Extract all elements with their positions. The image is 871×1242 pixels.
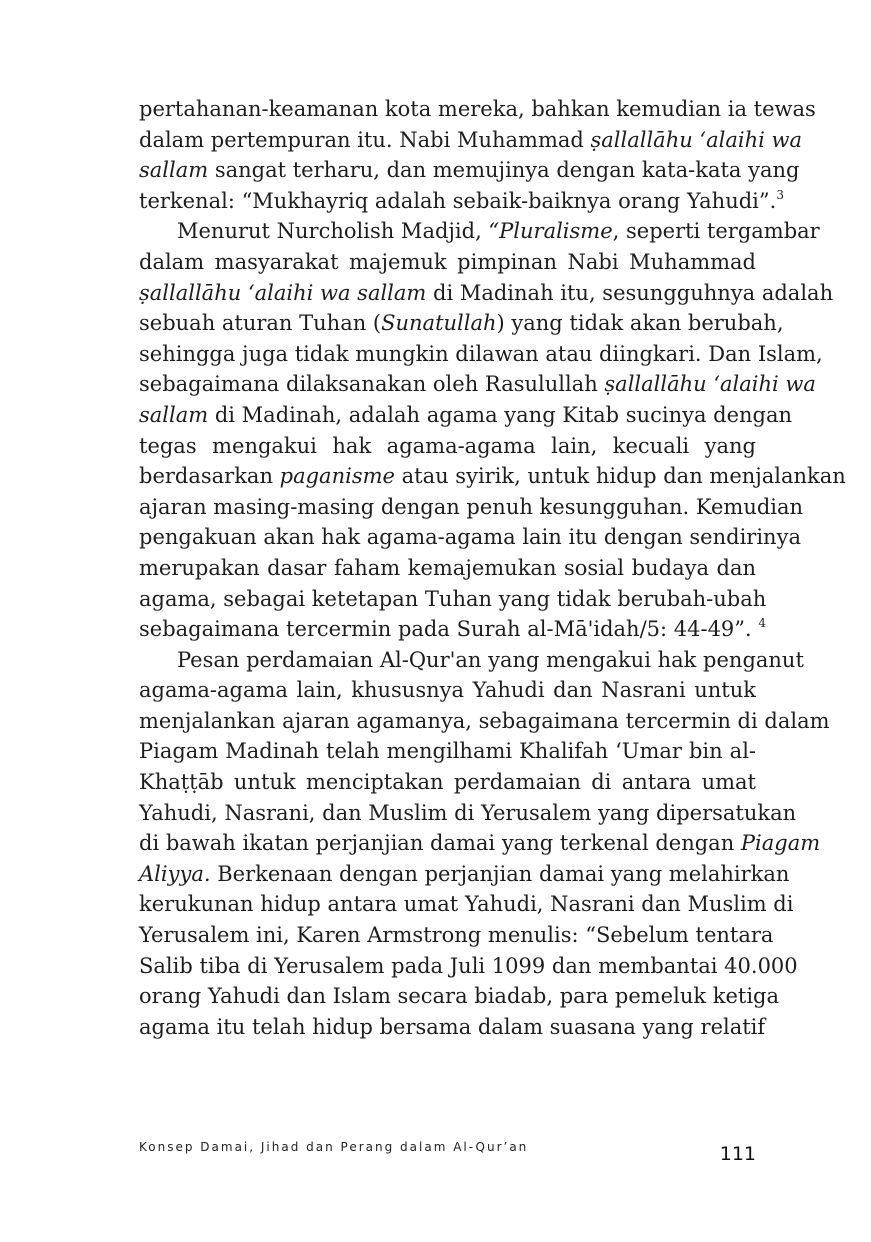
text-line [139, 553, 756, 584]
page-number: 111 [719, 1143, 756, 1165]
text-segment: Sunatullah [381, 311, 497, 336]
text-line [139, 461, 846, 492]
text-segment: Pesan perdamaian Al-Qur'an yang mengakui hak penganut [177, 647, 804, 672]
text-line [139, 155, 800, 186]
footnote-ref: 4 [758, 616, 767, 631]
footnote-ref: 3 [776, 187, 784, 202]
text-segment: atau syirik, untuk hidup dan menjalankan [394, 464, 846, 489]
text-segment: Yerusalem ini, Karen Armstrong menulis: “Sebelum tentara [139, 923, 774, 948]
text-line [139, 431, 756, 462]
text-segment: pertahanan-keamanan kota mereka, bahkan kemudian ia tewas [139, 97, 816, 121]
text-line [139, 339, 823, 370]
text-segment: di Madinah itu, sesungguhnya adalah [426, 280, 834, 305]
text-segment: ṣallallāhu ʻalaihi wa sallam [139, 280, 427, 305]
text-segment: sebagaimana dilaksanakan oleh Rasulullah [139, 372, 605, 397]
text-segment: Yahudi, Nasrani, dan Muslim di Yerusalem yang dipersatukan [139, 800, 797, 825]
running-footer-title: Konsep Damai, Jihad dan Perang dalam Al-Qur’an [139, 1140, 529, 1154]
text-line [139, 981, 780, 1012]
text-line [139, 216, 820, 247]
text-line [139, 186, 784, 217]
paragraph [139, 94, 816, 216]
text-line [139, 798, 797, 829]
text-line [139, 645, 804, 676]
text-segment: , seperti tergambar [612, 219, 820, 244]
text-line [139, 278, 834, 309]
text-segment: sallam [139, 158, 209, 183]
text-line [139, 369, 816, 400]
text-segment: agama-agama lain, khususnya Yahudi dan Nasrani untuk [139, 678, 756, 703]
text-line [139, 492, 804, 523]
text-segment: orang Yahudi dan Islam secara biadab, para pemeluk ketiga [139, 984, 780, 1009]
paragraph [139, 216, 846, 644]
text-line [139, 247, 756, 278]
text-line [139, 889, 794, 920]
text-segment: ṣallallāhu ʻalaihi wa [590, 127, 802, 152]
text-segment: terkenal: “Mukhayriq adalah sebaik-baiknya orang Yahudi”. [139, 188, 777, 213]
text-line [139, 675, 756, 706]
text-segment: sehingga juga tidak mungkin dilawan atau diingkari. Dan Islam, [139, 341, 823, 366]
text-segment: sebagaimana tercermin pada Surah al-Mā'idah/5: 44-49”. [139, 617, 759, 642]
text-segment: agama itu telah hidup bersama dalam suasana yang relatif [139, 1014, 766, 1039]
text-line [139, 400, 793, 431]
text-segment: Menurut Nurcholish Madjid, [177, 219, 489, 244]
text-segment: paganisme [279, 464, 395, 489]
text-line [139, 1012, 766, 1043]
text-segment: sallam [139, 402, 209, 427]
text-line [139, 828, 821, 859]
text-segment: agama, sebagai ketetapan Tuhan yang tidak berubah-ubah [139, 586, 767, 611]
body-text [139, 94, 846, 1042]
text-line [139, 920, 774, 951]
text-segment: ṣallallāhu ʻalaihi wa [604, 372, 816, 397]
text-line [139, 706, 830, 737]
text-segment: di bawah ikatan perjanjian damai yang terkenal dengan [139, 831, 741, 856]
paragraph [139, 645, 830, 1043]
text-line [139, 951, 798, 982]
text-segment: sangat terharu, dan memujinya dengan kata-kata yang [208, 158, 800, 183]
text-segment: merupakan dasar faham kemajemukan sosial budaya dan [139, 555, 756, 580]
text-segment: tegas mengakui hak agama-agama lain, kecuali yang [139, 433, 756, 458]
text-line [139, 522, 801, 553]
text-line [139, 94, 816, 125]
text-segment: “Pluralisme [488, 219, 613, 244]
text-segment: menjalankan ajaran agamanya, sebagaimana tercermin di dalam [139, 708, 830, 733]
text-segment: Piagam Madinah telah mengilhami Khalifah ‘Umar bin al- [139, 739, 756, 764]
text-segment: ) yang tidak akan berubah, [496, 311, 784, 336]
text-segment: Piagam [740, 831, 821, 856]
text-line [139, 767, 756, 798]
text-segment: Khaṭṭāb untuk menciptakan perdamaian di antara umat [139, 770, 756, 795]
text-segment: pengakuan akan hak agama-agama lain itu dengan sendirinya [139, 525, 801, 550]
text-segment: dalam masyarakat majemuk pimpinan Nabi Muhammad [139, 249, 756, 274]
text-segment: di Madinah, adalah agama yang Kitab sucinya dengan [208, 402, 793, 427]
text-line [139, 584, 767, 615]
text-segment: Salib tiba di Yerusalem pada Juli 1099 dan membantai 40.000 [139, 953, 798, 978]
text-line [139, 308, 784, 339]
text-line [139, 125, 802, 156]
text-line [139, 859, 790, 890]
text-segment: kerukunan hidup antara umat Yahudi, Nasrani dan Muslim di [139, 892, 794, 917]
text-segment: Aliyya. [139, 861, 211, 886]
text-segment: berdasarkan [139, 464, 280, 489]
text-line [139, 614, 767, 645]
text-segment: sebuah aturan Tuhan ( [139, 311, 382, 336]
text-segment: dalam pertempuran itu. Nabi Muhammad [139, 127, 591, 152]
text-segment: Berkenaan dengan perjanjian damai yang melahirkan [210, 861, 790, 886]
text-segment: ajaran masing-masing dengan penuh kesungguhan. Kemudian [139, 494, 804, 519]
text-line [139, 736, 756, 767]
